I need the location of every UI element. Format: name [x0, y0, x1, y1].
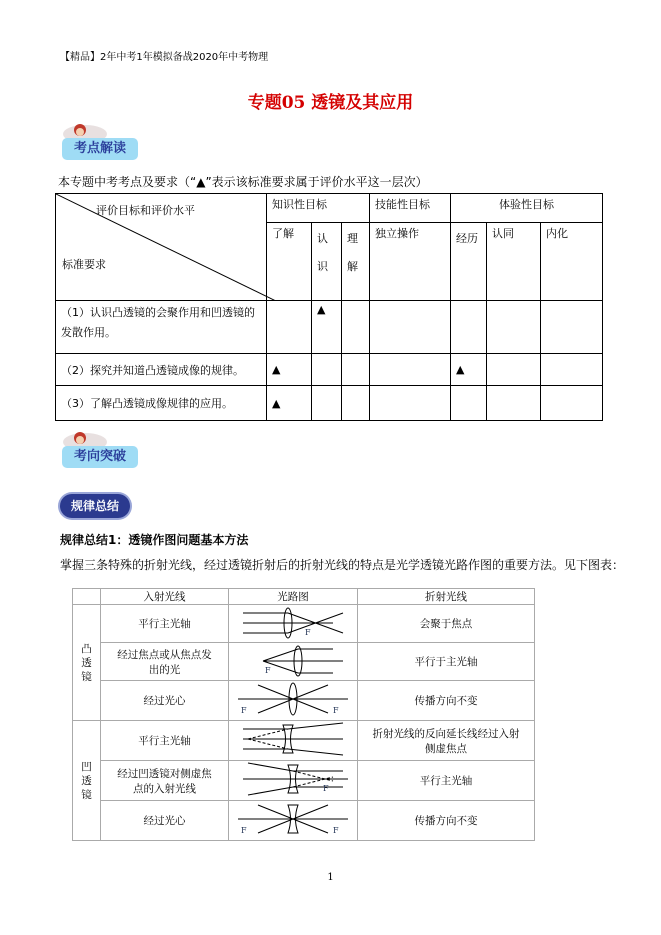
diagram-cell — [229, 605, 358, 643]
diagram-cell — [229, 643, 358, 681]
mark-cell — [541, 301, 603, 354]
incident-cell: 经过光心 — [101, 681, 229, 721]
sub-header: 内化 — [541, 223, 603, 301]
ray-diagram — [233, 643, 353, 677]
mark-cell — [451, 386, 487, 421]
mark-cell — [267, 301, 312, 354]
mark-cell — [342, 301, 370, 354]
group-header: 体验性目标 — [451, 194, 603, 223]
mark-cell — [487, 354, 541, 386]
refracted-cell: 会聚于焦点 — [358, 605, 535, 643]
group-concave: 凹透镜 — [73, 721, 101, 841]
svg-text:F: F — [323, 784, 329, 793]
corner-top-label: 评价目标和评价水平 — [96, 204, 195, 217]
col-header: 折射光线 — [358, 589, 535, 605]
mark-cell — [370, 301, 451, 354]
svg-text:F: F — [333, 826, 339, 835]
refracted-cell: 平行于主光轴 — [358, 643, 535, 681]
intro-text: 本专题中考考点及要求（“▲”表示该标准要求属于评价水平这一层次） — [58, 175, 428, 189]
badge-label: 考点解读 — [62, 138, 138, 160]
group-header: 知识性目标 — [267, 194, 370, 223]
table-row — [56, 354, 603, 386]
ray-diagram — [233, 681, 353, 717]
mark-cell — [342, 386, 370, 421]
svg-text:F: F — [265, 666, 271, 675]
svg-text:F: F — [241, 706, 247, 715]
mark-cell — [342, 354, 370, 386]
rule-title: 规律总结1：透镜作图问题基本方法 — [60, 533, 249, 547]
col-header: 入射光线 — [101, 589, 229, 605]
col-header: 光路图 — [229, 589, 358, 605]
corner-cell — [56, 194, 267, 301]
requirement-cell: （3）了解凸透镜成像规律的应用。 — [56, 386, 267, 421]
sub-header: 了解 — [267, 223, 312, 301]
mark-cell — [312, 386, 342, 421]
mark-cell: ▲ — [312, 301, 342, 354]
table-row — [56, 386, 603, 421]
badge-label: 考向突破 — [62, 446, 138, 468]
svg-text:F: F — [241, 826, 247, 835]
mark-cell — [541, 386, 603, 421]
requirement-cell: （2）探究并知道凸透镜成像的规律。 — [56, 354, 267, 386]
refracted-cell: 传播方向不变 — [358, 801, 535, 841]
svg-text:F: F — [333, 706, 339, 715]
group-header: 技能性目标 — [370, 194, 451, 223]
corner-bottom-label: 标准要求 — [62, 258, 106, 271]
summary-pill: 规律总结 — [60, 494, 130, 518]
mark-cell — [541, 354, 603, 386]
lens-rules-table — [72, 588, 535, 841]
mark-cell — [487, 301, 541, 354]
sub-header: 认识 — [312, 223, 342, 301]
table-row — [56, 301, 603, 354]
rule-text: 掌握三条特殊的折射光线，经过透镜折射后的折射光线的特点是光学透镜光路作图的重要方法。见下图表： — [60, 558, 625, 572]
requirement-cell: （1）认识凸透镜的会聚作用和凹透镜的发散作用。 — [56, 301, 267, 354]
svg-text:F: F — [305, 628, 311, 637]
incident-cell: 平行主光轴 — [101, 721, 229, 761]
section-badge-2 — [58, 430, 140, 470]
diagram-cell — [229, 721, 358, 761]
mark-cell — [487, 386, 541, 421]
mark-cell — [451, 301, 487, 354]
mark-cell: ▲ — [267, 354, 312, 386]
incident-cell: 经过焦点或从焦点发出的光 — [101, 643, 229, 681]
section-badge-1 — [58, 122, 140, 162]
mark-cell — [370, 386, 451, 421]
sub-header: 经历 — [451, 223, 487, 301]
refracted-cell: 折射光线的反向延长线经过入射侧虚焦点 — [358, 721, 535, 761]
mark-cell: ▲ — [267, 386, 312, 421]
refracted-cell: 传播方向不变 — [358, 681, 535, 721]
diagram-cell — [229, 801, 358, 841]
ray-diagram — [233, 721, 353, 757]
diagram-cell — [229, 761, 358, 801]
sub-header: 独立操作 — [370, 223, 451, 301]
ray-diagram — [233, 801, 353, 837]
ray-diagram — [233, 605, 353, 639]
incident-cell: 经过凹透镜对侧虚焦点的入射光线 — [101, 761, 229, 801]
sub-header: 认同 — [487, 223, 541, 301]
ray-diagram — [233, 761, 353, 797]
mark-cell: ▲ — [451, 354, 487, 386]
incident-cell: 经过光心 — [101, 801, 229, 841]
incident-cell: 平行主光轴 — [101, 605, 229, 643]
diagram-cell — [229, 681, 358, 721]
empty-cell — [73, 589, 101, 605]
page-title: 专题05 透镜及其应用 — [247, 93, 414, 113]
page-number: 1 — [327, 872, 334, 883]
running-header: 【精品】2年中考1年模拟备战2020年中考物理 — [60, 52, 269, 63]
mark-cell — [370, 354, 451, 386]
sub-header: 理解 — [342, 223, 370, 301]
requirements-table — [55, 193, 603, 421]
mark-cell — [312, 354, 342, 386]
group-convex: 凸透镜 — [73, 605, 101, 721]
refracted-cell: 平行主光轴 — [358, 761, 535, 801]
